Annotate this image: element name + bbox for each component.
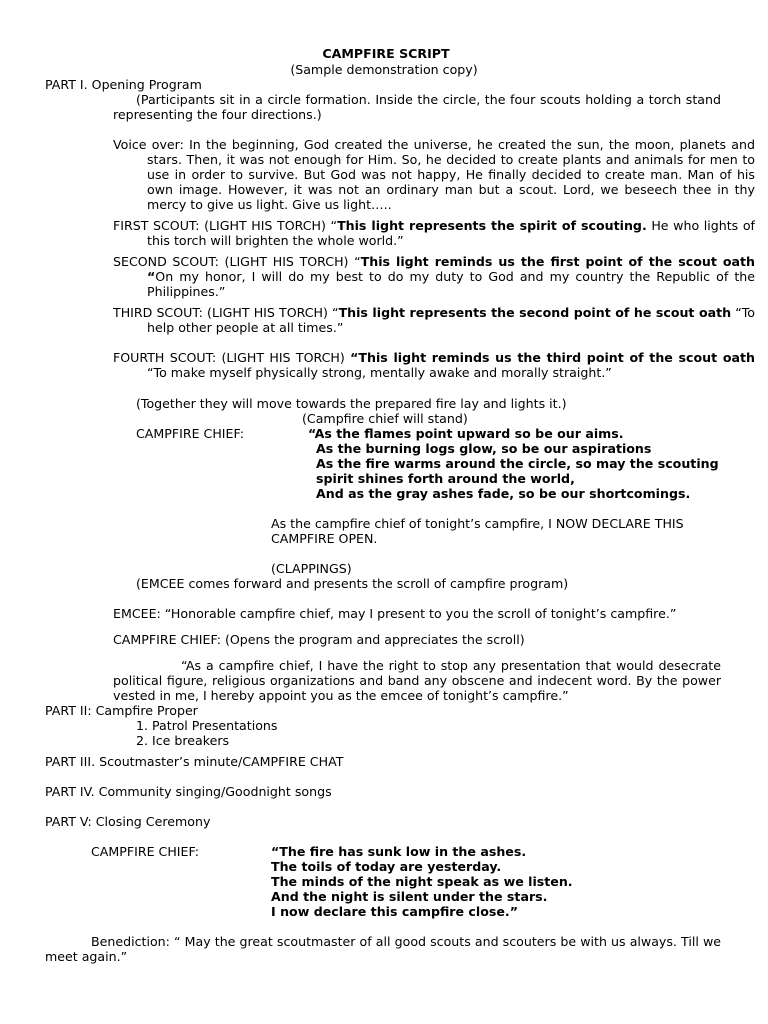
part2-list-item: 2. Ice breakers	[136, 733, 230, 748]
chief-opening-line: spirit shines forth around the world,	[316, 471, 575, 486]
chief-stand-direction: (Campfire chief will stand)	[302, 411, 468, 426]
second-scout-lead: SECOND SCOUT: (LIGHT HIS TORCH) “	[113, 254, 361, 269]
document-title: CAMPFIRE SCRIPT	[322, 46, 450, 61]
chief-opening-line: As the burning logs glow, so be our aspirations	[316, 441, 652, 456]
closing-line: “The fire has sunk low in the ashes.	[271, 844, 527, 859]
part2-list-item: 1. Patrol Presentations	[136, 718, 278, 733]
third-scout-rest: “To help other people at all times.”	[147, 305, 755, 335]
together-direction: (Together they will move towards the prepared fire lay and lights it.)	[136, 396, 567, 411]
part1-heading: PART I. Opening Program	[45, 77, 202, 92]
chief-opening-line: And as the gray ashes fade, so be our shortcomings.	[316, 486, 691, 501]
fourth-scout-rest: “To make myself physically strong, mentally awake and morally straight.”	[147, 365, 612, 380]
closing-line: And the night is silent under the stars.	[271, 889, 548, 904]
fourth-scout-bold: “This light reminds us the third point of the scout oath	[350, 350, 755, 365]
declare-open-line: As the campfire chief of tonight’s campfire, I NOW DECLARE THIS	[271, 516, 684, 531]
second-scout-line	[113, 254, 755, 299]
second-scout-rest: On my honor, I will do my best to do my duty to God and my country the Republic of the Philippines.”	[147, 269, 755, 299]
third-scout-bold: This light represents the second point of he scout oath	[338, 305, 732, 320]
chief-opening-line: “As the flames point upward so be our aims.	[308, 426, 624, 441]
second-scout-bold: This light reminds us the first point of the scout oath “	[147, 254, 756, 284]
clappings-direction: (CLAPPINGS)	[271, 561, 352, 576]
part3-heading: PART III. Scoutmaster’s minute/CAMPFIRE CHAT	[45, 754, 344, 769]
chief-opens-line: CAMPFIRE CHIEF: (Opens the program and appreciates the scroll)	[113, 632, 525, 647]
third-scout-lead: THIRD SCOUT: (LIGHT HIS TORCH) “	[113, 305, 339, 320]
closing-line: The toils of today are yesterday.	[271, 859, 502, 874]
campfire-chief-label: CAMPFIRE CHIEF:	[136, 426, 244, 441]
chief-opening-line: As the fire warms around the circle, so may the scouting	[316, 456, 719, 471]
first-scout-lead: FIRST SCOUT: (LIGHT HIS TORCH) “	[113, 218, 338, 233]
part4-heading: PART IV. Community singing/Goodnight songs	[45, 784, 332, 799]
closing-line: I now declare this campfire close.”	[271, 904, 518, 919]
closing-chief-label: CAMPFIRE CHIEF:	[91, 844, 199, 859]
part5-heading: PART V: Closing Ceremony	[45, 814, 211, 829]
fourth-scout-line	[113, 350, 755, 380]
first-scout-line	[113, 218, 755, 248]
first-scout-bold: This light represents the spirit of scouting.	[337, 218, 647, 233]
part1-stage-direction: (Participants sit in a circle formation. Inside the circle, the four scouts holding a torch stand representing the four directions.)	[113, 92, 721, 122]
first-scout-rest: He who lights of this torch will brighten the whole world.”	[147, 218, 755, 248]
part2-heading: PART II: Campfire Proper	[45, 703, 198, 718]
emcee-forward-direction: (EMCEE comes forward and presents the scroll of campfire program)	[136, 576, 569, 591]
document-subtitle: (Sample demonstration copy)	[290, 62, 478, 77]
voiceover-paragraph: Voice over: In the beginning, God created the universe, he created the sun, the moon, planets and stars. Then, it was not enough for Him. So, he decided to create plants and animals for men to use in order to survive. But God was not happy, He finally decided to create man. Man of his own image. However, it was not an ordinary man but a scout. Lord, we beseech thee in thy mercy to give us light. Give us light…..	[113, 137, 755, 212]
chief-speech: “As a campfire chief, I have the right to stop any presentation that would desecrate political figure, religious organizations and band any obscene and indecent word. By the power vested in me, I hereby appoint you as the emcee of tonight’s campfire.”	[113, 658, 721, 703]
closing-line: The minds of the night speak as we listen.	[271, 874, 573, 889]
third-scout-line	[113, 305, 755, 335]
benediction: Benediction: “ May the great scoutmaster of all good scouts and scouters be with us always. Till we meet again.”	[45, 934, 721, 964]
emcee-line: EMCEE: “Honorable campfire chief, may I present to you the scroll of tonight’s campfire.”	[113, 606, 677, 621]
declare-open-line: CAMPFIRE OPEN.	[271, 531, 378, 546]
fourth-scout-lead: FOURTH SCOUT: (LIGHT HIS TORCH)	[113, 350, 351, 365]
